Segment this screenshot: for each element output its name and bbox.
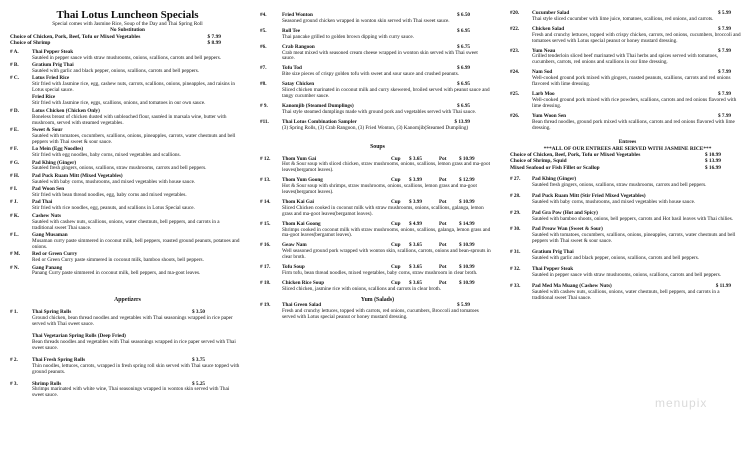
item-number: # M. [10, 251, 21, 258]
menu-item [260, 303, 495, 321]
item-description: Sautéed with baby corns, mushrooms, and mixed vegetables with house sauce. [532, 198, 696, 205]
item-description: (3) Spring Rolls, (3) Crab Rangoon, (3) Fried Wonton, (3) Kanomjib(Steamed Dumpling) [282, 124, 469, 131]
item-number: # 28. [510, 192, 521, 199]
pot-price: $ 14.99 [459, 220, 475, 227]
item-name: Pad Puck Ruam Mitt (Stir Fried Mixed Vegetables) [532, 192, 646, 199]
item-description: Sautéed in pepper sauce with straw mushrooms, onions, scallions, carrots and bell peppers. [32, 54, 222, 61]
item-description: Sliced Chicken cooked in coconut milk with straw mushrooms, onions, scallions, galanga, lemon grass and ma-goot leaves(bergamot leaves). [282, 204, 484, 217]
item-name: Lotus Fried Rice [32, 75, 70, 82]
item-description: Bean thread noodles, ground pork mixed with scallions, carrots and red onions flavored with lime dressing. [532, 118, 735, 131]
item-name: Larb Moo [532, 90, 555, 97]
item-name: Thom Yum Gai [282, 155, 317, 162]
item-description: Fresh and crunchy lettuces, topped with carrots, red onions, cucumbers, Broccoli and tomatoes served with Lotus special peanut or honey mustard dressing. [282, 307, 479, 320]
menu-item [260, 104, 495, 116]
item-number: # 31. [510, 249, 521, 256]
item-name: Pad Gra Pow (Hot and Spicy) [532, 209, 598, 216]
cup-price: $ 3.65 [409, 242, 422, 249]
item-name: Lo Mein (Egg Noodles) [32, 146, 84, 153]
item-name: Cucumber Salad [532, 10, 570, 16]
item-name: Fried Rice [32, 94, 56, 101]
cup-price: $ 3.99 [409, 198, 422, 205]
item-description: Fresh and crunchy lettuces, topped with crispy chicken, carrots, red onions, cucumbers, broccoli and tomatoes served with Lotus special peanut or honey mustard dressing. [532, 31, 741, 44]
item-name: Tofu Tod [282, 65, 302, 72]
item-number: # 13. [260, 177, 271, 184]
soups-heading: Soups [370, 143, 385, 150]
soup-list [260, 157, 495, 293]
menu-item [10, 63, 245, 75]
item-number: # 1. [10, 309, 18, 316]
salad-list [260, 303, 495, 321]
item-number [10, 334, 32, 340]
item-description: Firm tofu, bean thread noodles, mixed vegetables, baby corns, straw mushroom in clear broth. [282, 270, 478, 276]
item-number: # 14. [260, 198, 271, 205]
item-name: Lotus Chicken (Chicken Only) [32, 107, 100, 114]
item-description: Seasoned ground chicken wrapped in wonton skin served with Thai sweet sauce. [282, 17, 450, 24]
item-description: Sautéed fresh gingers, onions, scallions, straw mushrooms, carrots and bell peppers. [532, 181, 707, 188]
soup-item [260, 222, 495, 240]
pot-label: Pot [439, 220, 447, 227]
menu-item [10, 382, 245, 400]
item-number: # 19. [260, 301, 271, 308]
item-number: # L. [10, 232, 19, 238]
item-name: Red or Green Curry [32, 251, 78, 258]
entree-price-row [510, 165, 745, 171]
pot-price: $ 10.99 [459, 155, 475, 162]
menu-item [510, 27, 745, 45]
cup-price: $ 3.99 [409, 177, 422, 184]
item-description: Sautéed with bamboo shoots, onions, bell peppers, carrots and Hot basil leaves with Thai chilies. [532, 215, 734, 222]
menu-item [510, 49, 745, 67]
lunch-choice-price: Choice of Chicken, Pork, Beef, Tofu or Mixed Vegetables $ 7.99 [10, 33, 221, 40]
item-name: Thom Kai Goong [282, 220, 321, 227]
entree-price-value: $ 13.99 [704, 158, 721, 165]
item-price: $ 6.75 [457, 43, 470, 50]
pot-label: Pot [439, 242, 447, 249]
item-number: # 17. [260, 264, 271, 271]
item-name: Pad Puck Ruam Mitt (Mixed Vegetables) [32, 172, 123, 179]
appetizers-heading: Appetizers [114, 297, 141, 304]
entree-price-value: $ 10.99 [704, 151, 721, 158]
item-description: Stir fried with Jasmine rice, eggs, scallions, onions, and tomatoes in our own sauce. [32, 100, 206, 107]
item-price: $ 3.75 [192, 356, 205, 363]
entrees-heading: Entrees [618, 139, 637, 146]
soup-item [260, 178, 495, 196]
item-description: Sautéed fresh gingers, onions, scallions, straw mushrooms, carrots and bell peppers. [32, 165, 207, 172]
item-number: # I. [10, 186, 18, 193]
soup-item [260, 281, 495, 293]
item-description: Sautéed with baby corns, mushrooms, and mixed vegetables with house sauce. [32, 178, 196, 185]
item-number: # C. [10, 75, 19, 82]
soup-item [260, 265, 495, 277]
cup-label: Cup [391, 279, 401, 286]
item-description: Shrimps cooked in coconut milk with straw mushrooms, onions, scallions, galanga, lemon grass and ma-goot leaves(bergamot leaves). [282, 226, 491, 239]
item-name: Gratium Prig Thai [32, 61, 74, 68]
item-name: Satay Chicken [282, 81, 315, 88]
item-price: $ 11.99 [715, 282, 731, 289]
item-description: Sautéed with cashew nuts, scallions, onions, water chestnuts, bell peppers, and carrots in a traditional sweet Thai sauce. [32, 218, 220, 231]
item-number: #11. [260, 118, 269, 125]
item-price: $ 7.99 [718, 25, 731, 32]
item-description: Panang Curry paste simmered in coconut milk, bell peppers, and ma-goot leaves. [32, 270, 201, 277]
item-price: $ 7.99 [718, 69, 731, 76]
pot-price: $ 12.99 [459, 177, 475, 184]
item-number: # 2. [10, 356, 18, 363]
menu-item [10, 50, 245, 62]
item-name: Cashew Nuts [32, 212, 61, 219]
item-description: Sautéed with garlic and black pepper, onions, scallions, carrots and bell peppers. [32, 67, 200, 74]
entree-price-label: Mixed Seafood or Fish Fillet or Scallop [510, 164, 600, 171]
item-number: #4. [260, 12, 267, 18]
pot-label: Pot [439, 264, 447, 271]
item-name: Roll Tee [282, 27, 301, 34]
item-number: #8. [260, 81, 267, 88]
item-name: Yum Neau [532, 47, 556, 54]
item-name: Thai Spring Rolls [32, 309, 72, 316]
entree-price-label: Choice of Shrimp, Squid [510, 158, 567, 165]
menu-item [510, 284, 745, 302]
item-name: Chicken Salad [532, 25, 565, 32]
item-number: # F. [10, 146, 18, 153]
item-description: Sautéed in pepper sauce with straw mushrooms, onions, scallions, carrots and bell peppers. [532, 271, 722, 278]
entree-price-value: $ 16.99 [704, 164, 721, 171]
menu-item [10, 214, 245, 232]
item-number: # 32. [510, 266, 521, 272]
item-price: $ 7.99 [718, 47, 731, 54]
item-price: $ 6.95 [457, 102, 470, 109]
menu-title: Thai Lotus Luncheon Specials [56, 9, 199, 21]
item-name: Geaw Nam [282, 242, 307, 249]
item-price: $ 13.99 [454, 118, 470, 125]
menu-item [10, 95, 245, 107]
item-number: # H. [10, 172, 20, 179]
item-description: Stir fried with rice noodles, egg, peanuts, and scallions in Lotus Special sauce. [32, 205, 195, 212]
pot-price: $ 10.99 [459, 279, 475, 286]
menu-item [10, 200, 245, 212]
item-name: Pad Khing (Ginger) [32, 159, 77, 166]
item-name: Crab Rangoon [282, 43, 315, 50]
item-description: Thai pancake grilled to golden brown dipping with curry sauce. [282, 33, 414, 40]
item-name: Thai Vegetarian Spring Rolls (Deep Fried) [32, 333, 126, 340]
item-price: $ 6.95 [457, 81, 470, 88]
item-description: Red or Green Curry paste simmered in coconut milk, bamboo shoots, bell peppers. [32, 257, 204, 264]
item-number: #22. [510, 25, 520, 32]
cup-label: Cup [391, 264, 401, 271]
item-number: # 27. [510, 176, 521, 183]
item-description: Sautéed with tomatoes, cucumbers, scallions, onions, pineapples, carrots, water chestnuts and bell peppers with Thai sweet & sour sauce. [32, 132, 236, 145]
item-description: Boneless breast of chicken dusted with unbleached flour, sautéed in marsala wine, butter with mushroom, served with steamed vegetables. [32, 113, 227, 126]
appetizer-list [10, 310, 245, 399]
item-description: Hot & Sour soup with sliced chicken, straw mushrooms, onions, scallions, lemon grass and ma-goot leaves(bergamot leaves). [282, 161, 491, 174]
item-price: $ 5.99 [718, 10, 731, 16]
item-name: Shrimp Rolls [32, 380, 62, 387]
item-number: # 18. [260, 279, 271, 286]
menu-item [10, 109, 245, 127]
item-price: $ 7.99 [718, 112, 731, 119]
soup-item [260, 157, 495, 175]
cup-price: $ 3.65 [409, 264, 422, 271]
item-price: $ 6.95 [457, 27, 470, 34]
item-description: Bean threads noodles and vegetables with Thai seasonings wrapped in rice paper served with Thai sweet sauce. [32, 338, 236, 351]
lunch-shrimp-price: Choice of Shrimp $ 8.99 [10, 40, 221, 47]
item-number: # 12. [260, 155, 271, 162]
cup-label: Cup [391, 155, 401, 162]
menu-item [510, 267, 745, 279]
item-description: Thai style steamed dumplings made with ground pork and vegetables served with Thai sauce. [282, 108, 477, 115]
item-name: Tofu Soup [282, 264, 305, 271]
item-price: $ 5.25 [192, 380, 205, 387]
menu-item [510, 11, 745, 23]
pot-price: $ 10.99 [459, 264, 475, 271]
menu-item [510, 70, 745, 88]
item-number: #24. [510, 69, 520, 76]
menu-item [10, 76, 245, 94]
menu-item [260, 66, 495, 78]
item-name: Gratium Prig Thai [532, 249, 574, 256]
item-description: Stir fried with bean thread noodles, egg, baby corns and mixed vegetables. [32, 192, 187, 199]
menu-item [10, 187, 245, 199]
menu-item [510, 92, 745, 110]
cup-label: Cup [391, 177, 401, 184]
item-description: Crab meat mixed with seasoned cream cheese wrapped in wonton skin served with Thai sweet sauce. [282, 49, 478, 62]
item-number: # N. [10, 264, 19, 271]
item-number: # 9. [260, 102, 268, 109]
item-name: Pad Khing (Ginger) [532, 176, 577, 183]
item-number: # 30. [510, 226, 521, 233]
item-description: Grilled tenderloin sliced beef marinated with Thai herbs and spices served with tomatoes, cucumbers, carrots, red onions and scallions in our lime dressing. [532, 53, 718, 66]
item-name: Fried Wonton [282, 12, 313, 18]
item-description: Well-cooked ground pork mixed with rice powders, scallions, carrots and red onions flavored with lime dressing. [532, 96, 737, 109]
appetizer-list-continued [260, 13, 495, 132]
no-substitution-note: No Substitution [110, 27, 145, 34]
entree-price-list [510, 152, 745, 171]
item-description: Well-cooked ground pork mixed with gingers, roasted peanuts, scallions, carrots and red onions flavored with lime dressing. [532, 75, 731, 88]
salads-heading: Yum (Salads) [360, 296, 395, 303]
entree-list [510, 177, 745, 302]
item-description: Sliced chicken, jasmine rice with onions, scallions and carrots in clear broth. [282, 285, 442, 292]
item-price: $ 6.50 [457, 12, 470, 18]
menu-item [510, 177, 745, 189]
entrees-note: ***ALL OF OUR ENTREES ARE SERVED WITH JASMINE RICE*** [543, 145, 712, 152]
item-price: $ 7.99 [718, 90, 731, 97]
menu-item [10, 334, 245, 352]
item-number: # A. [10, 48, 19, 55]
menu-item [10, 161, 245, 173]
menu-item [510, 250, 745, 262]
item-number: #7. [260, 65, 267, 72]
cup-price: $ 3.65 [409, 279, 422, 286]
item-description: Sautéed with tomatoes, cucumbers, scallions, onions, pineapples, carrots, water chestnuts and bell peppers with Thai sweet & sour sauce. [532, 232, 736, 245]
item-name: Pad Med Ma Muang (Cashew Nuts) [532, 282, 612, 289]
menu-item [260, 29, 495, 41]
pot-label: Pot [439, 279, 447, 286]
item-name: Pad Preaw Wan (Sweet & Sour) [532, 226, 603, 233]
salad-list-continued [510, 11, 745, 131]
pot-label: Pot [439, 198, 447, 205]
item-number: # E. [10, 127, 19, 133]
item-name: Thom Yum Goong [282, 177, 323, 184]
pot-label: Pot [439, 177, 447, 184]
item-name: Yum Woon Sen [532, 112, 567, 119]
item-number: # K. [10, 212, 20, 219]
item-name: Pad Thai [32, 199, 53, 206]
item-number: #20. [510, 10, 520, 16]
menu-item [260, 13, 495, 25]
item-description: Well seasoned ground pork wrapped with wonton skin, scallions, carrots, onions and bean-sprouts in clear broth. [282, 248, 491, 261]
pot-label: Pot [439, 155, 447, 162]
item-name: Gang Musaman [32, 232, 68, 238]
item-number: # D. [10, 107, 19, 114]
item-price: $ 6.99 [457, 65, 470, 72]
menu-item [10, 358, 245, 376]
item-name: Thai Pepper Steak [32, 48, 74, 55]
item-name: Pad Woon Sen [32, 186, 65, 193]
item-description: Bite size pieces of crispy golden tofu with sweet and sour sauce and crushed peanuts. [282, 71, 460, 78]
item-number: #25. [510, 90, 520, 97]
menu-item [10, 174, 245, 186]
item-number: #23. [510, 47, 520, 54]
item-description: Thai style sliced cucumber with lime juice, tomatoes, scallions, red onions, and carrots. [532, 15, 714, 22]
menu-item [10, 252, 245, 264]
item-number: # 16. [260, 242, 271, 249]
soup-item [260, 243, 495, 261]
cup-label: Cup [391, 242, 401, 249]
pot-price: $ 10.99 [459, 242, 475, 249]
item-description: Shrimps marinated with white wine, Thai seasonings wrapped in wonton skin served with Thai sweet sauce. [32, 386, 230, 399]
cup-label: Cup [391, 198, 401, 205]
item-name: Thai Green Salad [282, 301, 322, 308]
item-description: Stir fried with Jasmine rice, egg, cashew nuts, carrots, scallions, onions, pineapples, and raisins in Lotus special sauce. [32, 81, 235, 94]
item-name: Thai Lotus Combination Sampler [282, 118, 357, 125]
item-description: Sautéed with cashew nuts, scallions, onions, water chestnuts, bell peppers, and carrots in a traditional sweet Thai sauce. [532, 288, 720, 301]
item-description: Stir fried with egg noodles, baby corns, mixed vegetables and scallions. [32, 152, 181, 159]
item-description: Sliced chicken marinated in coconut milk and curry skewered, broiled served with peanut sauce and tangy cucumber sauce. [282, 87, 490, 99]
soup-item [260, 200, 495, 218]
watermark-logo: menupix [655, 396, 708, 410]
cup-price: $ 3.65 [409, 155, 422, 162]
item-number: # J. [10, 199, 18, 206]
entree-price-label: Choice of Chicken, Beef, Pork, Tofu or Mixed Vegetables [510, 151, 641, 158]
item-description: Hot & Sour soup with shrimps, straw mushrooms, onions, scallions, lemon grass and ma-goot leaves(bergamot leaves). [282, 183, 477, 196]
item-number: # 3. [10, 380, 18, 387]
menu-item [10, 128, 245, 146]
menu-column-3 [510, 0, 745, 455]
item-number [10, 95, 32, 101]
item-number: #5. [260, 27, 267, 34]
item-name: Thom Kai Gai [282, 198, 314, 205]
item-name: Thai Fresh Spring Rolls [32, 356, 86, 363]
cup-label: Cup [391, 220, 401, 227]
menu-item [260, 120, 495, 132]
item-number: # B. [10, 61, 19, 68]
menu-item [510, 114, 745, 132]
menu-subtitle: Special comes with Jasmine Rice, Soup of the Day and Thai Spring Roll [52, 21, 203, 27]
item-number: #6. [260, 43, 267, 50]
item-name: Gang Panang [32, 264, 63, 271]
menu-item [510, 227, 745, 245]
item-name: Sweet & Sour [32, 127, 63, 133]
item-name: Kanomjib (Steamed Dumplings) [282, 102, 354, 109]
item-number: # G. [10, 159, 20, 166]
menu-column-1 [10, 0, 245, 455]
menu-column-2 [260, 0, 495, 455]
item-number: # 33. [510, 282, 521, 289]
menu-item [10, 233, 245, 251]
pot-price: $ 10.99 [459, 198, 475, 205]
item-price: $ 5.99 [457, 301, 470, 308]
item-description: Ground chicken, bean thread noodles and vegetables with Thai seasonings wrapped in rice paper served with Thai sweet sauce. [32, 315, 233, 328]
item-number: # 29. [510, 209, 521, 216]
item-name: Nam Sod [532, 69, 553, 76]
lunch-items-list [10, 50, 245, 278]
item-description: Thin noodles, lettuces, carrots, wrapped in fresh spring roll skin served with Thai sauce topped with ground peanuts. [32, 362, 240, 375]
item-name: Thai Pepper Steak [532, 266, 574, 272]
menu-item [10, 147, 245, 159]
item-description: Sautéed with garlic and black pepper, onions, scallions, carrots and bell peppers. [532, 255, 700, 262]
menu-item [10, 266, 245, 278]
item-number: # 15. [260, 220, 271, 227]
item-price: $ 3.50 [192, 309, 205, 316]
item-description: Musaman curry paste simmered in coconut milk, bell peppers, roasted ground peanuts, potatoes and onions. [32, 237, 240, 250]
menu-item [510, 211, 745, 223]
menu-item [510, 194, 745, 206]
menu-item [260, 45, 495, 63]
menu-item [10, 310, 245, 328]
item-name: Chicken Rice Soup [282, 279, 325, 286]
menu-item [260, 82, 495, 100]
item-number: #26. [510, 112, 520, 119]
cup-price: $ 4.99 [409, 220, 422, 227]
